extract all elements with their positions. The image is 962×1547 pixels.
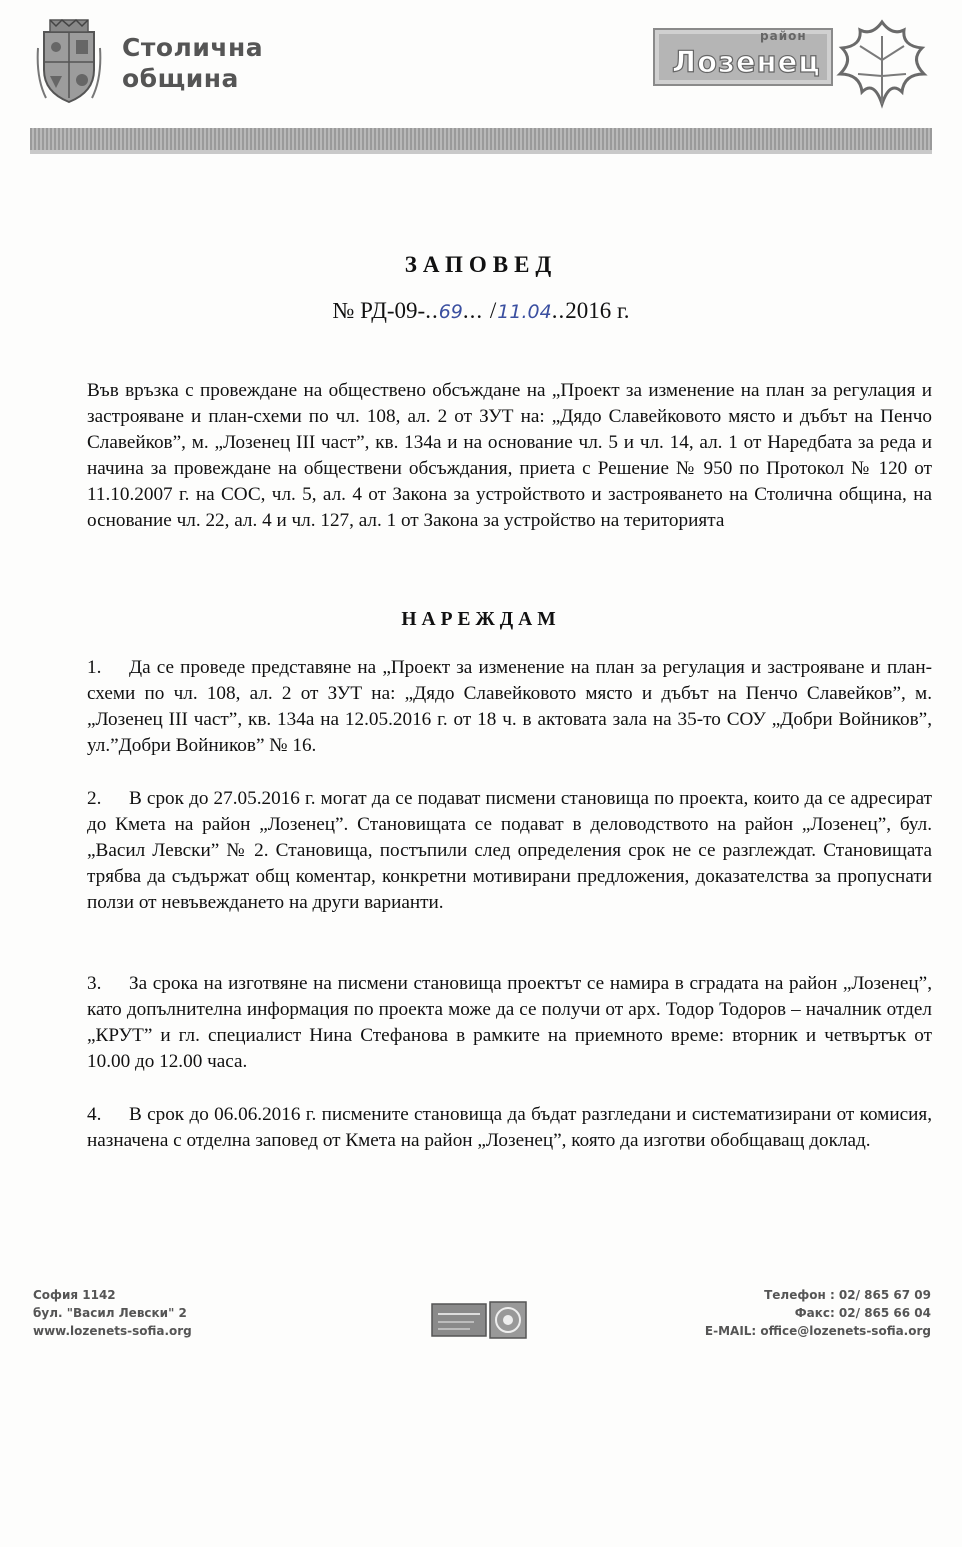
order-number-handwritten: 69: [438, 301, 463, 323]
order-item-2: [87, 786, 932, 916]
footer-email[interactable]: E-MAIL: office@lozenets-sofia.org: [704, 1324, 931, 1338]
footer-phone: Телефон : 02/ 865 67 09: [764, 1288, 931, 1302]
order-item-1: [87, 655, 932, 759]
iso-certificate-icon: [430, 1300, 530, 1340]
footer-city: София 1142: [33, 1288, 116, 1302]
footer-address: [33, 1286, 192, 1340]
document-title: ЗАПОВЕД: [404, 252, 558, 277]
order-item-4: [87, 1102, 932, 1154]
order-item-number: 4.: [87, 1104, 102, 1125]
footer-fax: Факс: 02/ 865 66 04: [794, 1306, 931, 1320]
order-heading: НАРЕЖДАМ: [401, 609, 561, 630]
municipality-name-line1: Столична: [122, 33, 264, 62]
sofia-coat-of-arms-icon: [36, 18, 102, 106]
order-item-number: 1.: [87, 657, 102, 678]
footer-website[interactable]: www.lozenets-sofia.org: [33, 1324, 192, 1338]
district-label-big: Лозенец: [672, 45, 821, 79]
order-item-number: 3.: [87, 973, 102, 994]
leaf-icon: [832, 16, 932, 110]
header-divider-line: [30, 150, 932, 154]
order-item-text: В срок до 06.06.2016 г. писмените становища да бъдат разгледани и систематизирани от комисия, назначена с отделна заповед от Кмета на район „Лозенец”, която да изготви обобщаващ доклад.: [87, 1104, 932, 1151]
order-number-suffix: 2016 г.: [565, 298, 630, 323]
municipality-name: [122, 32, 263, 94]
order-number: № РД-09-..69... /11.04..2016 г.: [332, 298, 630, 323]
municipality-name-line2: община: [122, 64, 239, 93]
order-item-text: За срока на изготвяне на писмени становища проектът се намира в сградата на район „Лозенец”, като допълнителна информация по проекта може да се получи от арх. Тодор Тодоров – началник отдел „КРУТ” и гл. специалист Нина Стефанова в рамките на приемното време: вторник и четвъртък от 10.00 до 12.00 часа.: [87, 973, 932, 1072]
footer-contacts: [705, 1286, 931, 1340]
order-date-handwritten: 11.04: [497, 301, 552, 323]
order-item-number: 2.: [87, 788, 102, 809]
footer-street: бул. "Васил Левски" 2: [33, 1306, 187, 1320]
order-item-3: [87, 971, 932, 1075]
order-item-text: Да се проведе представяне на „Проект за изменение на план за регулация и застрояване и план-схеми по чл. 108, ал. 2 от ЗУТ на: „Дядо Славейковото място и дъбът на Пенчо Славейков”, м. „Лозенец III част”, кв. 134а на 12.05.2016 г. от 18 ч. в актовата зала на 35-то СОУ „Добри Войников”, ул.”Добри Войников” № 16.: [87, 657, 932, 756]
order-number-prefix: № РД-09-: [332, 298, 426, 323]
order-item-text: В срок до 27.05.2016 г. могат да се подават писмени становища по проекта, които да се адресират до Кмета на район „Лозенец”. Становищата се подават в деловодството на район „Лозенец”, бул. „Васил Левски” № 2. Становища, постъпили след определения срок не се разглеждат. Становищата трябва да съдържат общ коментар, конкретни мотивирани предложения, доказателства за пропуснати ползи от невъвеждането на други варианти.: [87, 788, 932, 913]
preamble-paragraph: Във връзка с провеждане на обществено обсъждане на „Проект за изменение на план за регулация и застрояване и план-схеми по чл. 108, ал. 2 от ЗУТ на: „Дядо Славейковото място и дъбът на Пенчо Славейков”, м. „Лозенец III част”, кв. 134а и на основание чл. 5 и чл. 14, ал. 1 от Наредбата за реда и начина за провеждане на обществени обсъждания, приета с Решение № 950 по Протокол № 120 от 11.10.2007 г. на СОС, чл. 5, ал. 4 от Закона за устройството и застрояването на Столична община, на основание чл. 22, ал. 4 и чл. 127, ал. 1 от Закона за устройство на територията: [87, 380, 932, 531]
header-divider-band: [30, 128, 932, 150]
district-label-small: район: [760, 29, 807, 43]
